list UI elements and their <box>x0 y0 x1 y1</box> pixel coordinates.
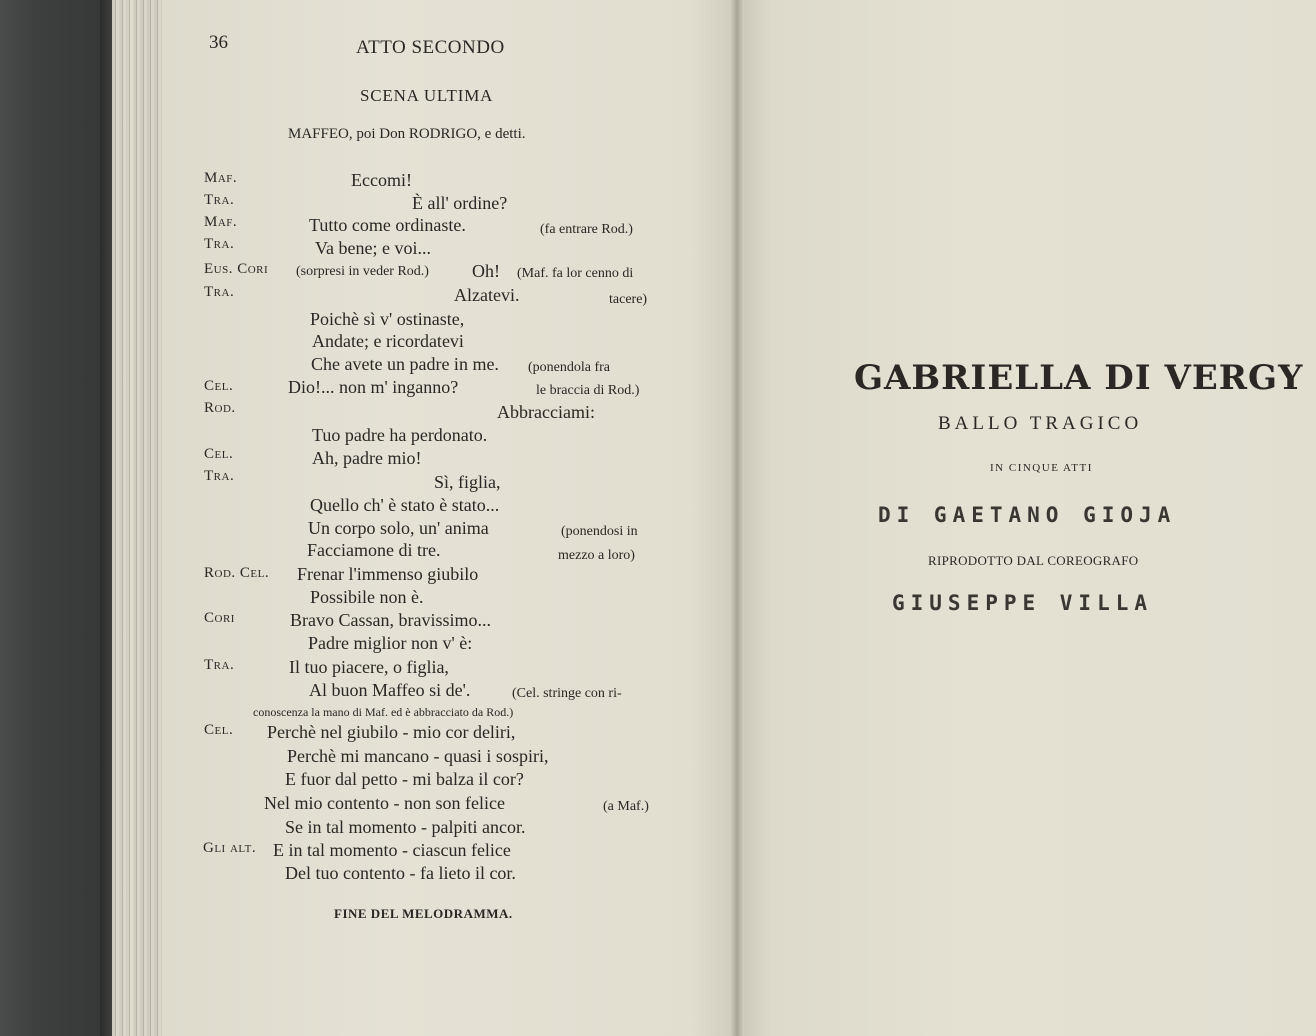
verse-line: Se in tal momento - palpiti ancor. <box>285 817 526 837</box>
stage-direction: (sorpresi in veder Rod.) <box>296 264 429 279</box>
page-edges <box>112 0 168 1036</box>
speaker-label: Cori <box>204 610 235 626</box>
verse-line: Al buon Maffeo si de'. <box>309 680 471 700</box>
running-head: ATTO SECONDO <box>356 37 505 58</box>
verse-line: Del tuo contento - fa lieto il cor. <box>285 863 516 883</box>
stage-direction: (ponendosi in <box>561 524 638 539</box>
verse-line: E in tal momento - ciascun felice <box>273 840 511 860</box>
scene-characters: MAFFEO, poi Don RODRIGO, e detti. <box>288 126 526 142</box>
stage-direction: tacere) <box>609 292 648 307</box>
verse-line: Andate; e ricordatevi <box>312 331 464 351</box>
stage-direction: (Cel. stringe con ri- <box>512 686 622 701</box>
ballet-title: GABRIELLA DI VERGY <box>854 358 1304 398</box>
acts-line: IN CINQUE ATTI <box>990 462 1093 474</box>
verse-line: E fuor dal petto - mi balza il cor? <box>285 769 524 789</box>
verse-line: Dio!... non m' inganno? <box>288 377 459 397</box>
speaker-label: Tra. <box>204 192 235 208</box>
verse-line: Sì, figlia, <box>434 472 501 492</box>
verse-line: Frenar l'immenso giubilo <box>297 564 479 584</box>
verse-line: Eccomi! <box>351 170 412 190</box>
verse-line: Bravo Cassan, bravissimo... <box>290 610 491 630</box>
speaker-label: Rod. <box>204 400 236 416</box>
verse-line: Perchè mi mancano - quasi i sospiri, <box>287 746 549 766</box>
speaker-label: Tra. <box>204 468 235 484</box>
speaker-label: Tra. <box>204 657 235 673</box>
scene-title: SCENA ULTIMA <box>360 86 494 105</box>
verse-line: Tuo padre ha perdonato. <box>312 425 488 445</box>
ballet-subtitle: BALLO TRAGICO <box>938 413 1143 434</box>
verse-line: Facciamone di tre. <box>307 540 441 560</box>
verse-line: Quello ch' è stato è stato... <box>310 495 500 515</box>
verse-line: Perchè nel giubilo - mio cor deliri, <box>267 722 516 742</box>
end-note: FINE DEL MELODRAMMA. <box>334 906 513 921</box>
stage-direction: conoscenza la mano di Maf. ed è abbracciato da Rod.) <box>253 705 514 719</box>
verse-line: Possibile non è. <box>310 587 424 607</box>
speaker-label: Tra. <box>204 236 235 252</box>
speaker-label: Cel. <box>204 446 234 462</box>
speaker-label: Gli alt. <box>203 840 257 856</box>
speaker-label: Rod. Cel. <box>204 565 270 581</box>
verse-line: Nel mio contento - non son felice <box>264 793 505 813</box>
verse-line: Alzatevi. <box>454 285 520 305</box>
stage-direction: le braccia di Rod.) <box>536 383 640 398</box>
verse-line: Ah, padre mio! <box>312 448 422 468</box>
speaker-label: Eus. Cori <box>204 261 269 277</box>
verse-line: Abbracciami: <box>497 402 595 422</box>
stage-direction: mezzo a loro) <box>558 548 635 563</box>
verse-line: Oh! <box>472 261 500 281</box>
book-gutter <box>730 0 744 1036</box>
verse-line: Il tuo piacere, o figlia, <box>289 657 449 677</box>
speaker-label: Maf. <box>204 214 238 230</box>
author-line: DI GAETANO GIOJA <box>878 503 1177 527</box>
stage-direction: (Maf. fa lor cenno di <box>517 266 634 281</box>
speaker-label: Maf. <box>204 170 238 186</box>
choreographer-name: GIUSEPPE VILLA <box>892 591 1154 615</box>
verse-line: Padre miglior non v' è: <box>308 633 473 653</box>
verse-line: Va bene; e voi... <box>315 238 431 258</box>
speaker-label: Cel. <box>204 378 234 394</box>
stage-direction: (fa entrare Rod.) <box>540 222 633 237</box>
verse-line: Un corpo solo, un' anima <box>308 518 489 538</box>
verse-line: È all' ordine? <box>412 193 508 213</box>
speaker-label: Cel. <box>204 722 234 738</box>
reproduced-by-line: RIPRODOTTO DAL COREOGRAFO <box>928 553 1139 568</box>
verse-line: Che avete un padre in me. <box>311 354 499 374</box>
stage-direction: (a Maf.) <box>603 799 649 814</box>
page-number: 36 <box>209 32 228 53</box>
verse-line: Tutto come ordinaste. <box>309 215 466 235</box>
verse-line: Poichè sì v' ostinaste, <box>310 309 465 329</box>
stage-direction: (ponendola fra <box>528 360 611 375</box>
speaker-label: Tra. <box>204 284 235 300</box>
